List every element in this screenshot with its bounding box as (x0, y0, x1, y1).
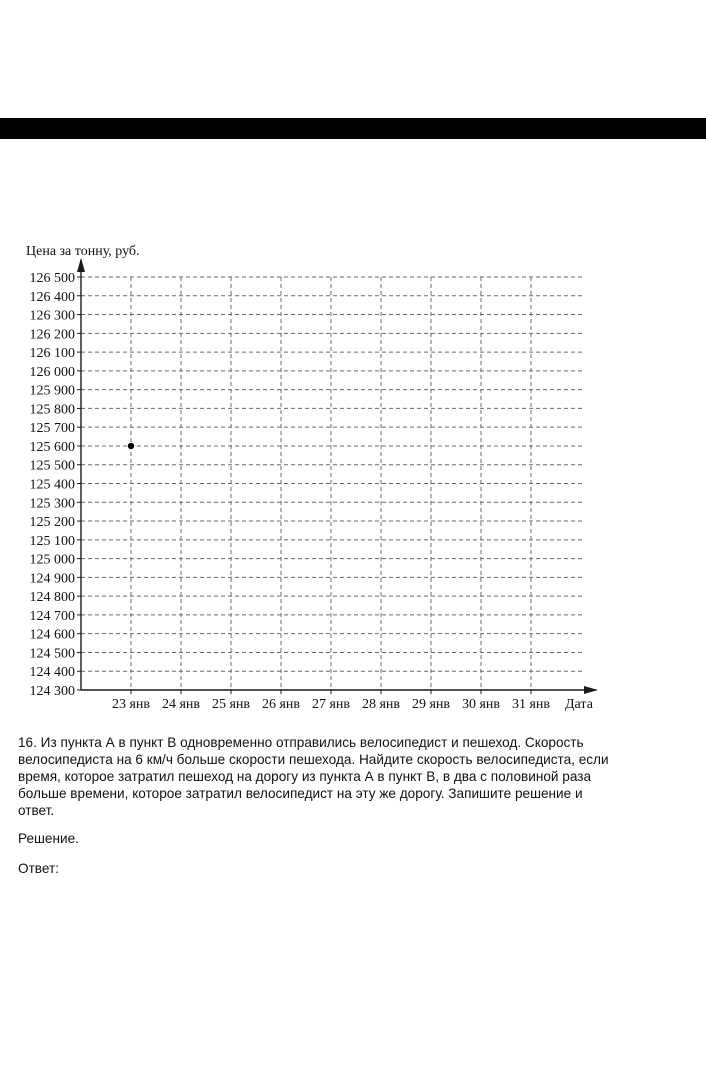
data-point (128, 443, 134, 449)
y-tick-label: 124 900 (29, 571, 75, 587)
x-axis-arrow (584, 686, 598, 694)
x-tick-label: 31 янв (511, 697, 551, 712)
y-tick-labels (30, 271, 76, 699)
y-tick-label: 126 400 (29, 289, 75, 305)
y-axis-arrow (77, 258, 85, 272)
y-tick-label: 125 100 (29, 533, 75, 549)
y-tick-label: 126 000 (29, 364, 75, 380)
y-tick-label: 124 600 (29, 627, 75, 643)
y-tick-label: 126 300 (29, 308, 75, 324)
x-tick-label: 26 янв (261, 697, 301, 712)
y-tick-label: 125 000 (29, 552, 75, 568)
y-tick-label: 125 900 (29, 383, 75, 399)
x-tick-label: 23 янв (111, 697, 151, 712)
y-tick-label: 124 700 (29, 608, 75, 624)
y-axis-title: Цена за тонну, руб. (26, 244, 140, 259)
y-tick-label: 125 500 (29, 458, 75, 474)
y-tick-label: 125 400 (29, 477, 75, 493)
y-tick-label: 124 800 (29, 590, 75, 606)
task-text: 16. Из пункта А в пункт В одновременно отправились велосипедист и пешеход. Скорость велосипедиста на 6 км/ч больше скорости пешехода. Найдите скорость велосипедиста, если время, которое затратил пешеход на дорогу из пункта А в пункт В, в два с половиной раза больше времени, которое затратил велосипедист на эту же дорогу. Запишите решение и ответ. (18, 735, 609, 818)
y-tick-label: 125 600 (29, 439, 75, 455)
chart-grid (81, 277, 583, 690)
x-tick-label: 25 янв (211, 697, 251, 712)
x-tick-label: 24 янв (161, 697, 201, 712)
y-tick-label: 126 500 (29, 271, 75, 286)
answer-label: Ответ: (18, 861, 59, 876)
y-tick-label: 124 500 (29, 646, 75, 662)
y-tick-label: 125 700 (29, 421, 75, 437)
chart-axes (77, 258, 598, 694)
x-tick-label: 27 янв (311, 697, 351, 712)
y-tick-label: 125 800 (29, 402, 75, 418)
y-tick-label: 126 100 (29, 346, 75, 362)
y-tick-label: 125 300 (29, 496, 75, 512)
x-tick-labels (112, 697, 550, 712)
solution-label: Решение. (18, 831, 79, 846)
data-points (128, 443, 134, 449)
x-tick-label: 28 янв (361, 697, 401, 712)
x-tick-label: 30 янв (461, 697, 501, 712)
x-tick-label: 29 янв (411, 697, 451, 712)
y-tick-label: 124 400 (29, 665, 75, 681)
y-tick-label: 126 200 (29, 327, 75, 343)
y-tick-label: 125 200 (29, 515, 75, 531)
y-tick-label: 124 300 (29, 684, 75, 699)
x-axis-title: Дата (565, 697, 593, 712)
